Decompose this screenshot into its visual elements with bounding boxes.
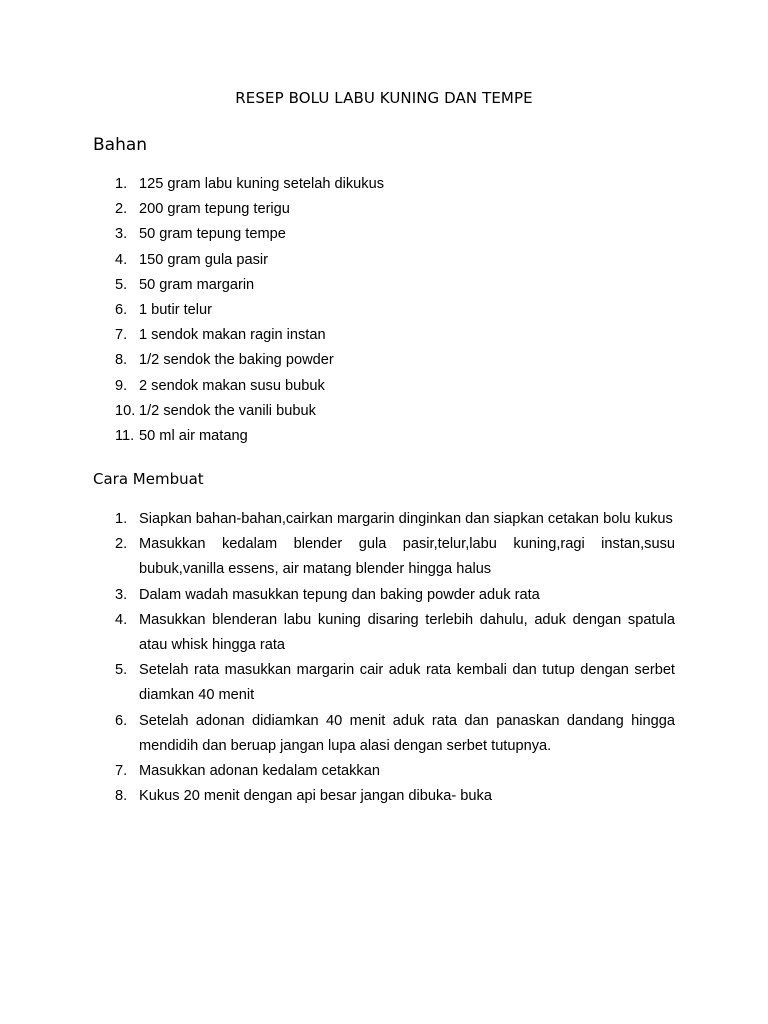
bahan-item-text: 1/2 sendok the baking powder <box>139 352 334 369</box>
cara-step-text: Setelah adonan didiamkan 40 menit aduk rata dan panaskan dandang hingga mendidih dan beruap jangan lupa alasi dengan serbet tutupnya. <box>139 712 675 754</box>
bahan-item-text: 1/2 sendok the vanili bubuk <box>139 402 316 419</box>
bahan-item <box>93 222 675 247</box>
cara-step-text: Setelah rata masukkan margarin cair aduk rata kembali dan tutup dengan serbet diamkan 40 menit <box>139 662 675 704</box>
cara-membuat-list <box>93 507 675 809</box>
cara-membuat-heading: Cara Membuat <box>93 470 204 488</box>
list-number: 8. <box>115 352 128 369</box>
cara-step-text: Masukkan kedalam blender gula pasir,telur,labu kuning,ragi instan,susu bubuk,vanilla essens, air matang blender hingga halus <box>139 536 675 578</box>
bahan-item <box>93 248 675 273</box>
list-number: 1. <box>115 511 128 527</box>
document-title: RESEP BOLU LABU KUNING DAN TEMPE <box>235 89 533 107</box>
bahan-item-text: 50 gram margarin <box>139 276 255 293</box>
list-number: 5. <box>115 662 128 679</box>
list-number: 8. <box>115 788 128 805</box>
bahan-item-text: 2 sendok makan susu bubuk <box>139 377 325 394</box>
cara-step-text: Dalam wadah masukkan tepung dan baking powder aduk rata <box>139 586 540 603</box>
list-number: 2. <box>115 201 128 218</box>
cara-step <box>93 784 675 809</box>
list-number: 10. <box>115 402 136 419</box>
cara-step-text: Masukkan adonan kedalam cetakkan <box>139 763 380 780</box>
list-number: 7. <box>115 327 128 344</box>
bahan-item <box>93 172 675 197</box>
cara-step <box>93 759 675 784</box>
list-number: 6. <box>115 302 128 319</box>
bahan-item <box>93 197 675 222</box>
bahan-item-text: 125 gram labu kuning setelah dikukus <box>139 176 385 192</box>
cara-step <box>93 709 675 759</box>
bahan-item <box>93 298 675 323</box>
cara-step <box>93 507 675 532</box>
cara-step <box>93 608 675 658</box>
bahan-item <box>93 348 675 373</box>
bahan-item-text: 1 butir telur <box>139 302 213 319</box>
bahan-item <box>93 424 675 449</box>
cara-step-text: Masukkan blenderan labu kuning disaring terlebih dahulu, aduk dengan spatula atau whisk hingga rata <box>139 611 675 654</box>
list-number: 2. <box>115 536 128 553</box>
cara-step-text: Siapkan bahan-bahan,cairkan margarin dinginkan dan siapkan cetakan bolu kukus <box>139 511 673 527</box>
list-number: 7. <box>115 763 128 780</box>
list-number: 9. <box>115 377 128 394</box>
cara-step <box>93 532 675 582</box>
bahan-item-text: 1 sendok makan ragin instan <box>139 327 326 344</box>
cara-step <box>93 583 675 608</box>
list-number: 4. <box>115 611 128 628</box>
list-number: 1. <box>115 176 128 192</box>
list-number: 4. <box>115 251 128 268</box>
bahan-list <box>93 172 675 449</box>
list-number: 3. <box>115 586 128 603</box>
bahan-heading: Bahan <box>93 135 148 155</box>
bahan-item <box>93 273 675 298</box>
bahan-item-text: 200 gram tepung terigu <box>139 201 290 218</box>
bahan-item <box>93 323 675 348</box>
cara-step-text: Kukus 20 menit dengan api besar jangan dibuka- buka <box>139 788 492 805</box>
bahan-item-text: 50 ml air matang <box>139 428 248 445</box>
cara-step <box>93 658 675 708</box>
list-number: 3. <box>115 226 128 243</box>
bahan-item <box>93 399 675 424</box>
bahan-item-text: 150 gram gula pasir <box>139 251 268 268</box>
bahan-item <box>93 374 675 399</box>
list-number: 5. <box>115 276 128 293</box>
bahan-item-text: 50 gram tepung tempe <box>139 226 286 243</box>
list-number: 6. <box>115 712 128 729</box>
list-number: 11. <box>115 428 135 445</box>
